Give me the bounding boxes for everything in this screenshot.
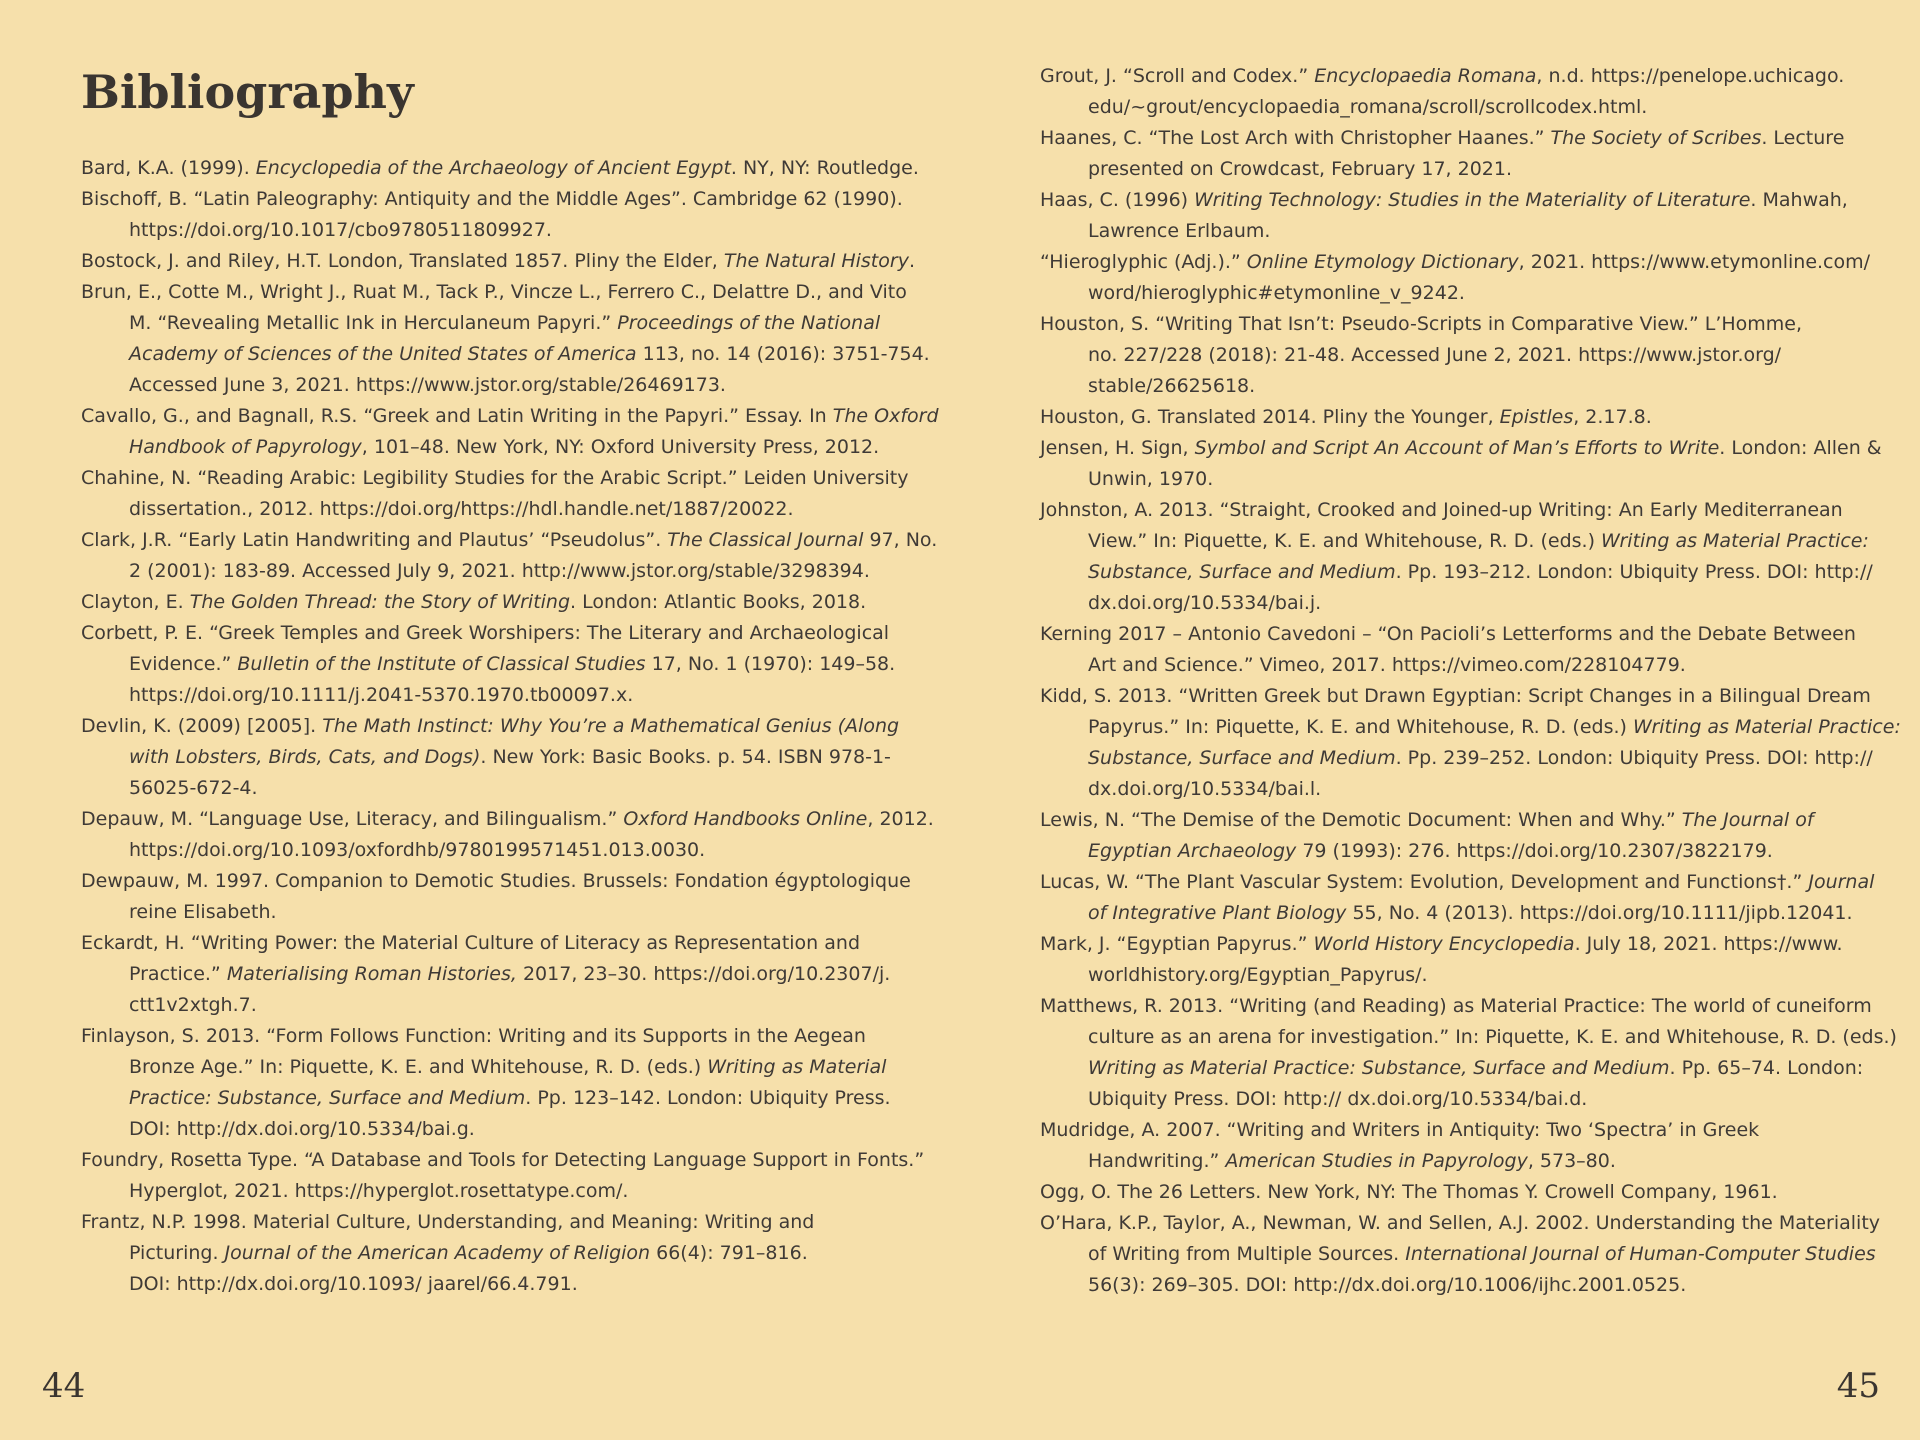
entry-text: Johnston, A. 2013. “Straight, Crooked and Joined-up Writing: An Early Mediterranean (1040, 499, 1843, 521)
italic-title: World History Encyclopedia (1313, 933, 1575, 955)
italic-title: The Math Instinct: Why You’re a Mathematical Genius (Along (322, 715, 900, 737)
entry-line (1088, 960, 1850, 991)
entry-text: edu/~grout/encyclopaedia_romana/scroll/scrollcodex.html. (1088, 96, 1648, 118)
entry-text: Bischoff, B. “Latin Paleography: Antiquity and the Middle Ages”. Cambridge 62 (1990). (81, 188, 903, 210)
entry-text: DOI: http://dx.doi.org/10.5334/bai.g. (129, 1118, 475, 1140)
italic-title: Online Etymology Dictionary (1246, 251, 1519, 273)
italic-title: Epistles (1499, 406, 1574, 428)
entry-line (1088, 216, 1850, 247)
entry-line (129, 835, 881, 866)
italic-title: The Classical Journal (667, 529, 864, 551)
entry-line (1040, 185, 1850, 216)
entry-text: Finlayson, S. 2013. “Form Follows Function: Writing and its Supports in the Aegean (81, 1025, 866, 1047)
italic-title: Writing as Material Practice: (1633, 716, 1901, 738)
entry-text: Bronze Age.” In: Piquette, K. E. and Whitehouse, R. D. (eds.) (129, 1056, 708, 1078)
entry-line (129, 649, 896, 680)
entry-text: Hyperglot, 2021. https://hyperglot.rosettatype.com/. (129, 1180, 629, 1202)
entry-text: 2 (2001): 183-89. Accessed July 9, 2021. http://www.jstor.org/stable/3298394. (129, 560, 870, 582)
entry-line (1040, 681, 1871, 712)
entry-text: of Writing from Multiple Sources. (1088, 1243, 1406, 1265)
bibliography-entry (81, 463, 909, 525)
right-page (960, 0, 1920, 1440)
entry-text: . Pp. 65–74. London: (1669, 1057, 1864, 1079)
entry-text: Chahine, N. “Reading Arabic: Legibility Studies for the Arabic Script.” Leiden University (81, 467, 909, 489)
bibliography-entry (81, 184, 903, 246)
bibliography-entry (1040, 867, 1875, 929)
entry-text: . July 18, 2021. https://www. (1574, 933, 1843, 955)
entry-line (129, 897, 881, 928)
entry-text: Jensen, H. Sign, (1040, 437, 1195, 459)
entry-line (1040, 929, 1850, 960)
entry-text: dx.doi.org/10.5334/bai.j. (1088, 592, 1322, 614)
entry-line (81, 928, 881, 959)
entry-line (81, 184, 903, 215)
entry-line (129, 773, 881, 804)
entry-text: Ogg, O. The 26 Letters. New York, NY: The Thomas Y. Crowell Company, 1961. (1040, 1181, 1778, 1203)
bibliography-entry (81, 866, 911, 928)
page-number-left: 44 (42, 1366, 86, 1406)
bibliography-list-right (1040, 61, 1901, 1301)
entry-text: Haas, C. (1996) (1040, 189, 1195, 211)
entry-text: . NY, NY: Routledge. (730, 157, 919, 179)
entry-text: Unwin, 1970. (1088, 468, 1214, 490)
page-number-right: 45 (1836, 1366, 1880, 1406)
entry-line (1088, 836, 1850, 867)
entry-line (1040, 1208, 1881, 1239)
entry-line (129, 1083, 891, 1114)
page-title: Bibliography (81, 65, 414, 119)
entry-text: . Pp. 239–252. London: Ubiquity Press. DOI: http:// (1395, 747, 1873, 769)
entry-line (129, 1052, 887, 1083)
entry-text: “Hieroglyphic (Adj.).” (1040, 251, 1247, 273)
entry-text: Foundry, Rosetta Type. “A Database and Tools for Detecting Language Support in Fonts.” (81, 1149, 925, 1171)
bibliography-entry (1040, 1208, 1881, 1301)
entry-text: Clayton, E. (81, 591, 190, 613)
entry-text: no. 227/228 (2018): 21-48. Accessed June 2, 2021. https://www.jstor.org/ (1088, 344, 1782, 366)
italic-title: Encyclopedia of the Archaeology of Ancient Egypt (255, 157, 731, 179)
italic-title: of Integrative Plant Biology (1088, 902, 1347, 924)
entry-text: Ubiquity Press. DOI: http:// dx.doi.org/10.5334/bai.d. (1088, 1088, 1588, 1110)
entry-line (129, 1238, 881, 1269)
bibliography-entry (81, 525, 938, 587)
entry-text: Houston, G. Translated 2014. Pliny the Younger, (1040, 406, 1500, 428)
entry-text: . Pp. 123–142. London: Ubiquity Press. (525, 1087, 891, 1109)
entry-text: M. “Revealing Metallic Ink in Herculaneum Papyri.” (129, 312, 618, 334)
entry-text: Clark, J.R. “Early Latin Handwriting and Plautus’ “Pseudolus”. (81, 529, 668, 551)
italic-title: Journal of the American Academy of Religion (224, 1242, 651, 1264)
italic-title: Bulletin of the Institute of Classical Studies (237, 653, 646, 675)
italic-title: Symbol and Script An Account of Man’s Efforts to Write (1194, 437, 1720, 459)
entry-line (1088, 1146, 1850, 1177)
entry-line (1040, 1177, 1850, 1208)
entry-text: Mark, J. “Egyptian Papyrus.” (1040, 933, 1314, 955)
entry-line (129, 959, 891, 990)
entry-line (81, 1145, 925, 1176)
italic-title: International Journal of Human-Computer Studies (1405, 1243, 1876, 1265)
entry-text: , 573–80. (1527, 1150, 1616, 1172)
bibliography-entry (1040, 185, 1850, 247)
entry-text: Corbett, P. E. “Greek Temples and Greek Worshipers: The Literary and Archaeological (81, 622, 890, 644)
italic-title: Materialising Roman Histories, (226, 963, 517, 985)
entry-text: presented on Crowdcast, February 17, 2021. (1088, 158, 1513, 180)
bibliography-entry (81, 1021, 891, 1145)
entry-text: Picturing. (129, 1242, 225, 1264)
bibliography-list-left (81, 153, 939, 1300)
entry-text: DOI: http://dx.doi.org/10.1093/ jaarel/66.4.791. (129, 1273, 578, 1295)
bibliography-entry (1040, 247, 1871, 309)
entry-text: . London: Allen & (1719, 437, 1882, 459)
entry-text: , n.d. https://penelope.uchicago. (1536, 65, 1845, 87)
italic-title: with Lobsters, Birds, Cats, and Dogs) (129, 746, 481, 768)
entry-text: Lawrence Erlbaum. (1088, 220, 1271, 242)
entry-line (1088, 1022, 1897, 1053)
entry-line (81, 866, 911, 897)
entry-text: reine Elisabeth. (129, 901, 277, 923)
entry-line (1040, 619, 1856, 650)
italic-title: The Journal of (1681, 809, 1814, 831)
entry-text: . (908, 250, 915, 272)
italic-title: The Oxford (832, 405, 939, 427)
entry-text: Devlin, K. (2009) [2005]. (81, 715, 323, 737)
bibliography-entry (1040, 929, 1850, 991)
entry-line (129, 215, 881, 246)
entry-line (129, 1269, 881, 1300)
entry-line (129, 556, 881, 587)
entry-text: Matthews, R. 2013. “Writing (and Reading) as Material Practice: The world of cuneiform (1040, 995, 1872, 1017)
bibliography-entry (81, 618, 896, 711)
entry-text: Houston, S. “Writing That Isn’t: Pseudo-Scripts in Comparative View.” L’Homme, (1040, 313, 1803, 335)
entry-text: Papyrus.” In: Piquette, K. E. and Whitehouse, R. D. (eds.) (1088, 716, 1633, 738)
bibliography-entry (1040, 991, 1897, 1115)
entry-text: https://doi.org/10.1111/j.2041-5370.1970.tb00097.x. (129, 684, 634, 706)
entry-text: Eckardt, H. “Writing Power: the Material Culture of Literacy as Representation and (81, 932, 861, 954)
italic-title: American Studies in Papyrology (1225, 1150, 1528, 1172)
entry-text: Cavallo, G., and Bagnall, R.S. “Greek and Latin Writing in the Papyri.” Essay. In (81, 405, 833, 427)
entry-text: , 2012. (867, 808, 934, 830)
entry-line (129, 680, 881, 711)
bibliography-entry (1040, 433, 1882, 495)
entry-text: . Lecture (1761, 127, 1845, 149)
entry-line (81, 153, 919, 184)
entry-text: https://doi.org/10.1093/oxfordhb/9780199571451.013.0030. (129, 839, 706, 861)
entry-line (81, 246, 915, 277)
italic-title: Journal (1808, 871, 1875, 893)
entry-text: word/hieroglyphic#etymonline_v_9242. (1088, 282, 1465, 304)
entry-line (1040, 805, 1850, 836)
entry-text: Brun, E., Cotte M., Wright J., Ruat M., Tack P., Vincze L., Ferrero C., Delattre D., and Vito (81, 281, 907, 303)
entry-text: Bard, K.A. (1999). (81, 157, 256, 179)
italic-title: Handbook of Papyrology (129, 436, 362, 458)
entry-text: 17, No. 1 (1970): 149–58. (645, 653, 896, 675)
entry-text: Practice.” (129, 963, 227, 985)
entry-line (1088, 743, 1873, 774)
entry-text: https://doi.org/10.1017/cbo9780511809927. (129, 219, 552, 241)
italic-title: Encyclopaedia Romana (1314, 65, 1537, 87)
entry-text: 97, No. (863, 529, 938, 551)
bibliography-entry (81, 277, 930, 401)
italic-title: Writing Technology: Studies in the Materiality of Literature (1194, 189, 1751, 211)
entry-line (1040, 991, 1872, 1022)
bibliography-entry (81, 1145, 925, 1207)
entry-line (1040, 123, 1850, 154)
entry-line (1088, 1053, 1864, 1084)
italic-title: Writing as Material Practice: Substance, Surface and Medium (1088, 1057, 1670, 1079)
bibliography-entry (1040, 1177, 1850, 1208)
entry-line (129, 339, 930, 370)
entry-line (81, 1021, 881, 1052)
italic-title: Substance, Surface and Medium (1088, 561, 1396, 583)
entry-text: Dewpauw, M. 1997. Companion to Demotic Studies. Brussels: Fondation égyptologique (81, 870, 911, 892)
bibliography-entry (1040, 61, 1850, 123)
entry-line (1088, 557, 1873, 588)
entry-text: 113, no. 14 (2016): 3751-754. (636, 343, 930, 365)
entry-text: Accessed June 3, 2021. https://www.jstor.org/stable/26469173. (129, 374, 726, 396)
entry-line (1088, 774, 1850, 805)
entry-line (1088, 464, 1850, 495)
entry-text: 56(3): 269–305. DOI: http://dx.doi.org/10.1006/ijhc.2001.0525. (1088, 1274, 1687, 1296)
bibliography-entry (81, 928, 891, 1021)
entry-text: Lucas, W. “The Plant Vascular System: Evolution, Development and Functions†.” (1040, 871, 1809, 893)
bibliography-entry (1040, 402, 1850, 433)
bibliography-entry (1040, 619, 1856, 681)
entry-text: dissertation., 2012. https://doi.org/https://hdl.handle.net/1887/20022. (129, 498, 794, 520)
entry-text: Grout, J. “Scroll and Codex.” (1040, 65, 1315, 87)
entry-text: worldhistory.org/Egyptian_Papyrus/. (1088, 964, 1428, 986)
entry-line (129, 432, 881, 463)
entry-text: 66(4): 791–816. (650, 1242, 808, 1264)
entry-line (1040, 402, 1850, 433)
italic-title: Practice: Substance, Surface and Medium (129, 1087, 526, 1109)
entry-line (81, 804, 934, 835)
entry-line (1088, 650, 1850, 681)
bibliography-entry (81, 246, 915, 277)
italic-title: Egyptian Archaeology (1088, 840, 1297, 862)
bibliography-entry (1040, 1115, 1850, 1177)
entry-text: Lewis, N. “The Demise of the Demotic Document: When and Why.” (1040, 809, 1682, 831)
entry-line (1088, 898, 1853, 929)
entry-line (1040, 495, 1850, 526)
entry-line (1040, 247, 1871, 278)
entry-line (81, 401, 939, 432)
italic-title: The Golden Thread: the Story of Writing (189, 591, 571, 613)
bibliography-entry (1040, 309, 1850, 402)
entry-text: Haanes, C. “The Lost Arch with Christopher Haanes.” (1040, 127, 1551, 149)
entry-line (81, 587, 881, 618)
entry-text: Kidd, S. 2013. “Written Greek but Drawn Egyptian: Script Changes in a Bilingual Dream (1040, 685, 1871, 707)
entry-line (129, 370, 881, 401)
entry-line (1088, 340, 1850, 371)
entry-line (1088, 92, 1850, 123)
bibliography-entry (81, 804, 934, 866)
entry-text: View.” In: Piquette, K. E. and Whitehouse, R. D. (eds.) (1088, 530, 1602, 552)
entry-line (129, 494, 881, 525)
entry-line (1088, 1239, 1876, 1270)
bibliography-entry (81, 401, 939, 463)
entry-text: Handwriting.” (1088, 1150, 1226, 1172)
entry-text: , 2021. https://www.etymonline.com/ (1518, 251, 1871, 273)
bibliography-entry (81, 1207, 881, 1300)
entry-line (81, 1207, 881, 1238)
entry-text: Frantz, N.P. 1998. Material Culture, Understanding, and Meaning: Writing and (81, 1211, 815, 1233)
entry-text: Kerning 2017 – Antonio Cavedoni – “On Pacioli’s Letterforms and the Debate Between (1040, 623, 1856, 645)
entry-line (1040, 61, 1850, 92)
entry-line (1040, 309, 1850, 340)
entry-line (1088, 588, 1850, 619)
entry-line (81, 618, 890, 649)
entry-line (1088, 526, 1869, 557)
entry-text: Art and Science.” Vimeo, 2017. https://vimeo.com/228104779. (1088, 654, 1686, 676)
bibliography-entry (81, 711, 900, 804)
entry-text: Mudridge, A. 2007. “Writing and Writers in Antiquity: Two ‘Spectra’ in Greek (1040, 1119, 1760, 1141)
bibliography-entry (1040, 495, 1873, 619)
entry-text: . Mahwah, (1750, 189, 1848, 211)
entry-line (1088, 278, 1850, 309)
entry-line (129, 742, 891, 773)
entry-line (1088, 712, 1901, 743)
entry-line (129, 990, 881, 1021)
entry-text: 79 (1993): 276. https://doi.org/10.2307/3822179. (1296, 840, 1773, 862)
entry-text: Evidence.” (129, 653, 238, 675)
entry-text: dx.doi.org/10.5334/bai.l. (1088, 778, 1322, 800)
entry-line (129, 1114, 881, 1145)
entry-text: , 2.17.8. (1573, 406, 1652, 428)
entry-line (1088, 371, 1850, 402)
entry-line (81, 525, 938, 556)
entry-text: . New York: Basic Books. p. 54. ISBN 978-1- (480, 746, 891, 768)
entry-text: , 101–48. New York, NY: Oxford University Press, 2012. (361, 436, 880, 458)
bibliography-entry (81, 153, 919, 184)
entry-line (81, 711, 900, 742)
entry-line (81, 277, 907, 308)
entry-text: stable/26625618. (1088, 375, 1256, 397)
bibliography-entry (1040, 123, 1850, 185)
entry-line (129, 1176, 881, 1207)
entry-line (81, 463, 909, 494)
entry-text: . Pp. 193–212. London: Ubiquity Press. DOI: http:// (1395, 561, 1873, 583)
entry-line (1040, 1115, 1850, 1146)
entry-text: culture as an arena for investigation.” In: Piquette, K. E. and Whitehouse, R. D. (eds.) (1088, 1026, 1897, 1048)
entry-text: Depauw, M. “Language Use, Literacy, and Bilingualism.” (81, 808, 624, 830)
entry-line (1088, 1084, 1850, 1115)
entry-text: . London: Atlantic Books, 2018. (570, 591, 867, 613)
entry-text: 2017, 23–30. https://doi.org/10.2307/j. (516, 963, 891, 985)
entry-text: Bostock, J. and Riley, H.T. London, Translated 1857. Pliny the Elder, (81, 250, 724, 272)
entry-text: 56025-672-4. (129, 777, 258, 799)
italic-title: The Society of Scribes (1550, 127, 1762, 149)
bibliography-entry (81, 587, 881, 618)
entry-line (1088, 1270, 1850, 1301)
italic-title: Proceedings of the National (617, 312, 881, 334)
italic-title: Writing as Material (707, 1056, 887, 1078)
entry-line (129, 308, 881, 339)
entry-text: O’Hara, K.P., Taylor, A., Newman, W. and Sellen, A.J. 2002. Understanding the Materiality (1040, 1212, 1881, 1234)
italic-title: Writing as Material Practice: (1601, 530, 1869, 552)
entry-line (1040, 867, 1875, 898)
entry-line (1040, 433, 1882, 464)
italic-title: Oxford Handbooks Online (623, 808, 868, 830)
italic-title: The Natural History (723, 250, 909, 272)
bibliography-entry (1040, 805, 1850, 867)
bibliography-entry (1040, 681, 1901, 805)
entry-text: ctt1v2xtgh.7. (129, 994, 257, 1016)
entry-text: 55, No. 4 (2013). https://doi.org/10.1111/jipb.12041. (1346, 902, 1853, 924)
entry-line (1088, 154, 1850, 185)
italic-title: Academy of Sciences of the United States of America (129, 343, 637, 365)
italic-title: Substance, Surface and Medium (1088, 747, 1396, 769)
